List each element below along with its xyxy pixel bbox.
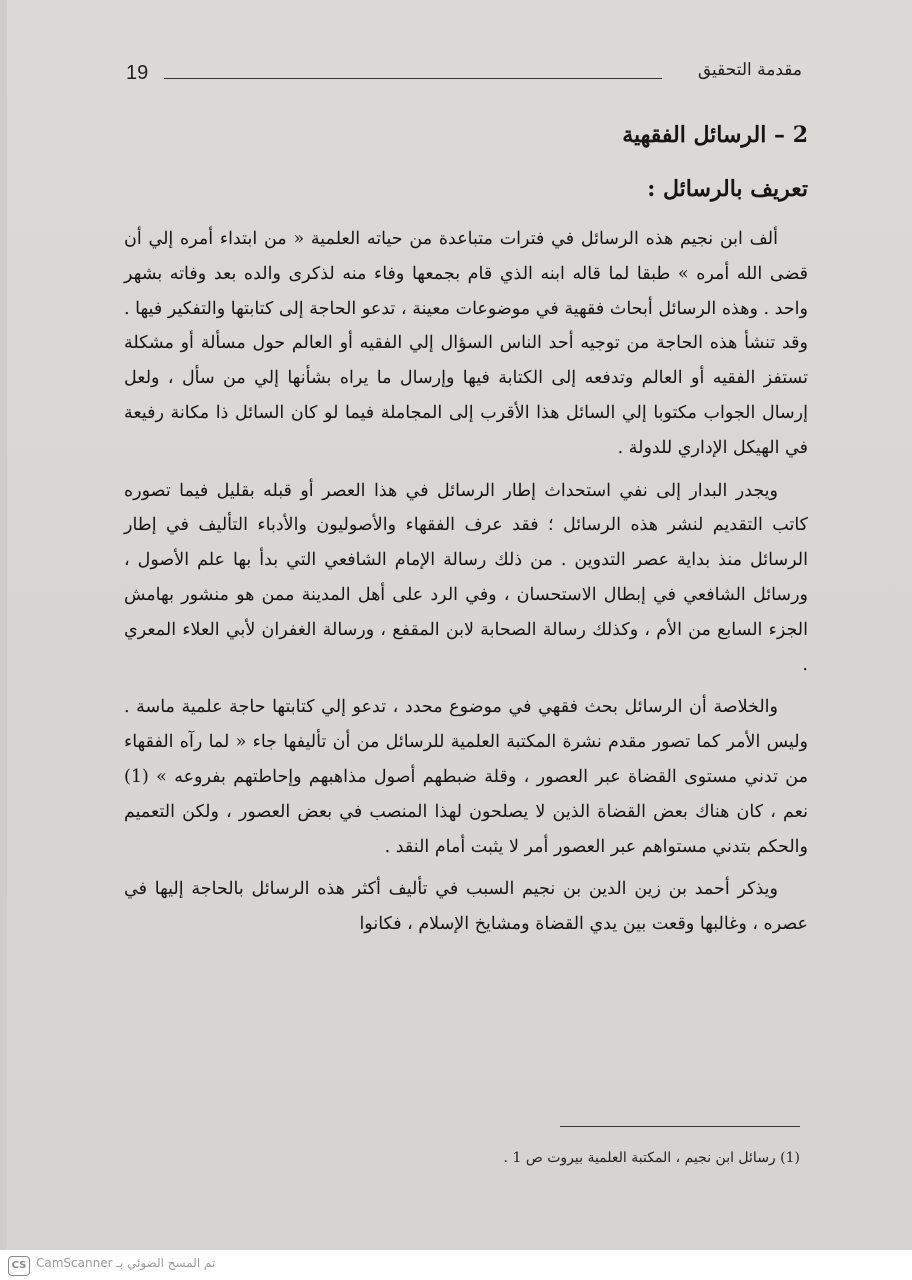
running-title: مقدمة التحقيق	[697, 60, 802, 80]
page-number: 19	[126, 62, 149, 84]
sub-heading: تعريف بالرسائل :	[647, 176, 808, 202]
page-header	[126, 60, 802, 88]
paragraph: ألف ابن نجيم هذه الرسائل في فترات متباعدة من حياته العلمية « من ابتداء أمره إلي أن قضى الله أمره » طبقا لما قاله ابنه الذي قام بجمعها وفاء منه لذكرى والده بعد وفاته بشهر واحد . وهذه الرسائل أبحاث فقهية في موضوعات معينة ، تدعو الحاجة إلى كتابتها والتفكير فيها . وقد تنشأ هذه الحاجة من توجيه أحد الناس السؤال إلي الفقيه أو العالم حول مسألة أو مشكلة تستفز الفقيه أو العالم وتدفعه إلى الكتابة فيها وإرسال ما يراه بشأنها إلي من سأل ، ولعل إرسال الجواب مكتوبا إلي السائل هذا الأقرب إلى المجاملة فيما لو كان السائل ذا مكانة رفيعة في الهيكل الإداري للدولة .	[124, 229, 808, 458]
footnote-rule	[560, 1126, 800, 1127]
paragraph: والخلاصة أن الرسائل بحث فقهي في موضوع محدد ، تدعو إلي كتابتها حاجة علمية ماسة . وليس الأمر كما تصور مقدم نشرة المكتبة العلمية للرسائل من أن تأليفها جاء « لما رآه الفقهاء من تدني مستوى القضاة عبر العصور ، وقلة ضبطهم أصول مذاهبهم وإحاطتهم بفروعه » (1) نعم ، كان هناك بعض القضاة الذين لا يصلحون لهذا المنصب في بعض العصور ، ولكن التعميم والحكم بتدني مستواهم عبر العصور أمر لا يثبت أمام النقد .	[124, 697, 808, 857]
camscanner-logo-icon: CS	[8, 1256, 30, 1276]
scanner-watermark-bar	[0, 1250, 912, 1280]
paragraph: ويذكر أحمد بن زين الدين بن نجيم السبب في تأليف أكثر هذه الرسائل بالحاجة إليها في عصره ، وغالبها وقعت بين يدي القضاة ومشايخ الإسلام ، فكانوا	[124, 879, 808, 935]
section-title: 2 – الرسائل الفقهية	[622, 122, 808, 148]
paragraph: ويجدر البدار إلى نفي استحداث إطار الرسائل في هذا العصر أو قبله بقليل فيما تصوره كاتب التقديم لنشر هذه الرسائل ؛ فقد عرف الفقهاء والأصوليون والأدباء التأليف في إطار الرسائل منذ بداية عصر التدوين . من ذلك رسالة الإمام الشافعي التي بدأ بها علم الأصول ، ورسائل الشافعي في إبطال الاستحسان ، وفي الرد على أهل المدينة ممن هو منشور بهامش الجزء السابع من الأم ، وكذلك رسالة الصحابة لابن المقفع ، ورسالة الغفران لأبي العلاء المعري .	[124, 480, 808, 675]
scanner-watermark-text: تم المسح الضوئي بـ CamScanner	[36, 1256, 216, 1270]
body-text	[124, 222, 808, 950]
footnote: (1) رسائل ابن نجيم ، المكتبة العلمية بيروت ص 1 .	[503, 1150, 800, 1166]
header-rule	[164, 78, 662, 79]
